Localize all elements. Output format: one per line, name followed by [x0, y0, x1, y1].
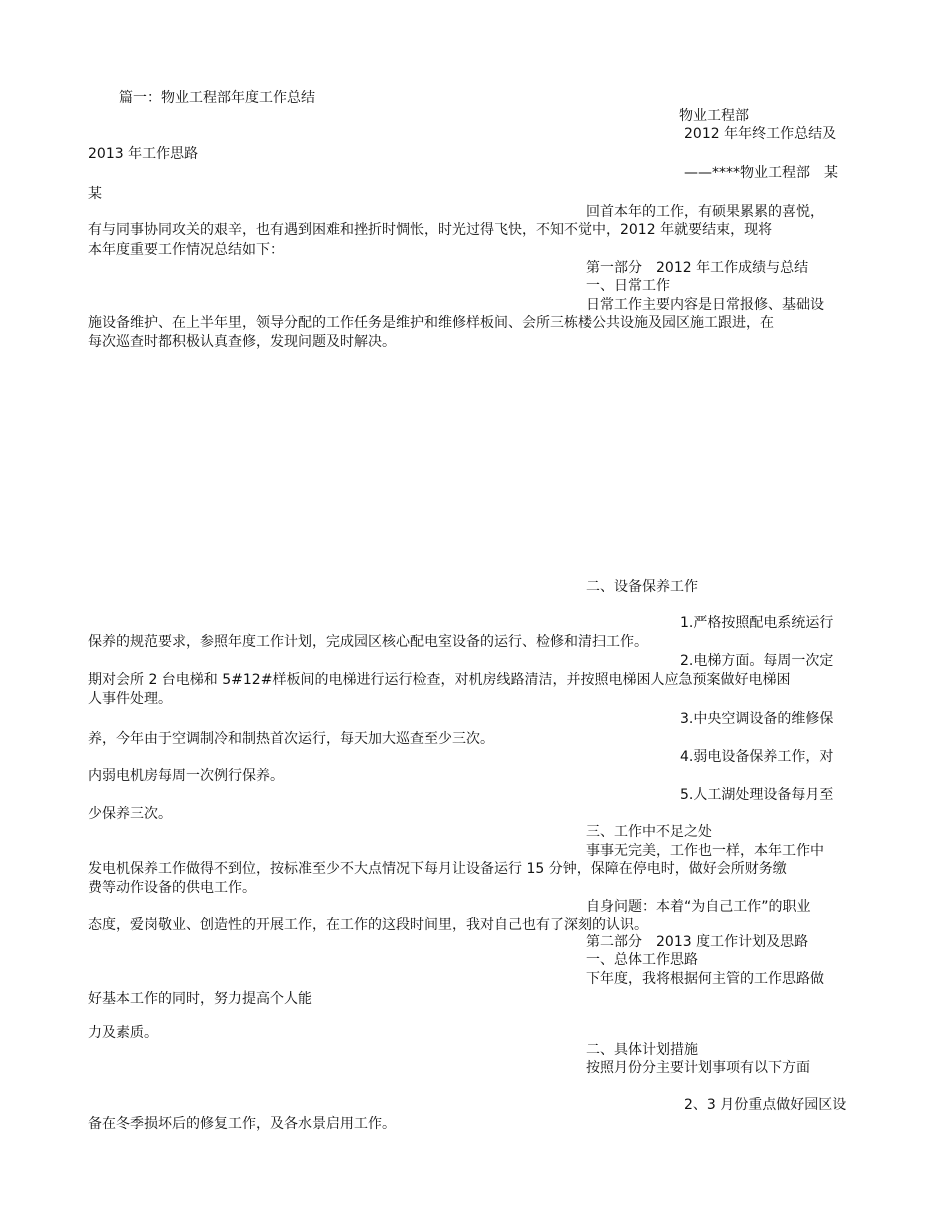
text-line: 备在冬季损坏后的修复工作，及各水景启用工作。: [88, 1116, 396, 1132]
text-line: 日常工作主要内容是日常报修、基础设: [586, 297, 824, 313]
text-line: 4.弱电设备保养工作，对: [680, 749, 834, 765]
text-line: 5.人工湖处理设备每月至: [680, 787, 834, 803]
text-line: 力及素质。: [88, 1025, 158, 1041]
text-line: 自身问题：本着“为自己工作”的职业: [586, 899, 811, 915]
text-line: 2012 年年终工作总结及: [684, 126, 837, 142]
text-line: 内弱电机房每周一次例行保养。: [88, 768, 284, 784]
text-line: 态度，爱岗敬业、创造性的开展工作，在工作的这段时间里，我对自己也有了深刻的认识。: [88, 917, 648, 933]
text-line: 本年度重要工作情况总结如下：: [88, 242, 284, 258]
text-line: 一、总体工作思路: [586, 952, 698, 968]
text-line: 费等动作设备的供电工作。: [88, 880, 256, 896]
text-line: 2.电梯方面。每周一次定: [680, 653, 834, 669]
text-line: 好基本工作的同时，努力提高个人能: [88, 991, 312, 1007]
text-line: 事事无完美，工作也一样，本年工作中: [586, 843, 824, 859]
text-line: 下年度，我将根据何主管的工作思路做: [586, 971, 824, 987]
text-line: 期对会所 2 台电梯和 5#12#样板间的电梯进行运行检查，对机房线路清洁，并按照电梯困人应急预案做好电梯困: [88, 672, 791, 688]
text-line: 2、3 月份重点做好园区设: [684, 1097, 847, 1113]
text-line: 每次巡查时都积极认真查修，发现问题及时解决。: [88, 334, 396, 350]
text-line: 保养的规范要求，参照年度工作计划，完成园区核心配电室设备的运行、检修和清扫工作。: [88, 634, 648, 650]
text-line: 人事件处理。: [88, 691, 172, 707]
text-line: 二、设备保养工作: [586, 579, 698, 595]
text-line: 某: [88, 186, 102, 202]
text-line: 2013 年工作思路: [88, 146, 199, 162]
text-line: 一、日常工作: [586, 278, 670, 294]
text-line: 1.严格按照配电系统运行: [680, 615, 834, 631]
text-line: 按照月份分主要计划事项有以下方面: [586, 1060, 810, 1076]
text-line: 发电机保养工作做得不到位，按标准至少不大点情况下每月让设备运行 15 分钟，保障在停电时，做好会所财务缴: [88, 861, 787, 877]
text-line: 物业工程部: [679, 108, 749, 124]
text-line: 篇一：物业工程部年度工作总结: [119, 90, 315, 106]
text-line: 第二部分 2013 度工作计划及思路: [586, 934, 809, 950]
text-line: ——****物业工程部 某: [684, 165, 838, 181]
text-line: 有与同事协同攻关的艰辛，也有遇到困难和挫折时惆怅，时光过得飞快，不知不觉中，2012 年就要结束，现将: [88, 222, 773, 238]
text-line: 三、工作中不足之处: [586, 824, 712, 840]
text-line: 养，今年由于空调制冷和制热首次运行，每天加大巡查至少三次。: [88, 731, 494, 747]
text-line: 第一部分 2012 年工作成绩与总结: [586, 260, 809, 276]
text-line: 3.中央空调设备的维修保: [680, 711, 834, 727]
text-line: 回首本年的工作，有硕果累累的喜悦，: [586, 204, 824, 220]
text-line: 少保养三次。: [88, 806, 172, 822]
text-line: 施设备维护、在上半年里，领导分配的工作任务是维护和维修样板间、会所三栋楼公共设施及园区施工跟进，在: [88, 315, 774, 331]
text-line: 二、具体计划措施: [586, 1042, 698, 1058]
